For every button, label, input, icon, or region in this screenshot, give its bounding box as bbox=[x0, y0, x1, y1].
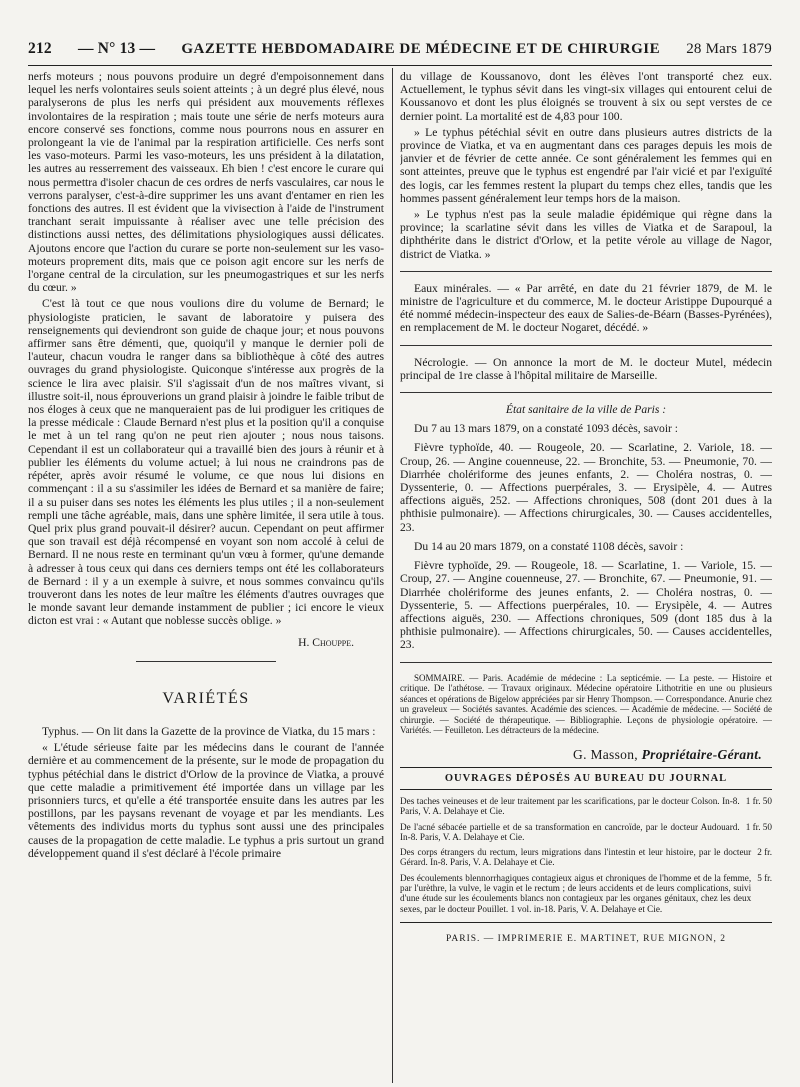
ouvrage-price: 5 fr. bbox=[757, 872, 772, 883]
article-paragraph: C'est là tout ce que nous voulions dire du volume de Bernard; le physiologiste praticien, le savant de laboratoire y puisera des renseignements qui deviendront son guide de chaque jour; et nous pouvons affirmer sans être démenti, que, quoiqu'il y manque le dernier poli de l'auteur, chacun voudra le ranger dans sa bibliothèque à côté des autres ouvrages du grand physiologiste. Quiconque s'intéresse aux progrès de la science le lira avec plaisir. S'il s'agissait d'un de nos maîtres vivant, si illustre soit-il, nous éprouverions un grand plaisir à joindre le faible tribut de nos éloges à ceux que ne manqueraient pas de lui prodiguer les critiques de la presse médicale : Claude Bernard n'est plus et la position qu'il a conquise le met à un tel rang qu'on ne peut rien ajouter ; nous nous taisons. Cependant il est un collaborateur qui a travaillé bien des jours à réunir et à publier les éléments du volume actuel; à lui nous ne craindrons pas de répéter, après avoir résumé le volume, ce que nous lui disions en commençant : il a su s'assimiler les idées de Bernard et sa manière de faire; il a su puiser dans ses notes les éléments les plus utiles ; il a non-seulement rempli une tâche agréable, mais, dans une sphère limitée, il sera utile à tous. Quel prix plus grand pouvait-il désirer? aucun. Cependant on peut affirmer que son travail est déjà récompensé en voyant son nom accolé à celui de Bernard. Il ne nous reste en terminant qu'un vœu à former, qu'une demande à adresser à tous ceux qui dans ces derniers temps ont été les collaborateurs de Bernard : il y a un exemple à suivre, et nous sommes convaincu qu'ils trouveront dans les notes de leur maître les éléments d'autres ouvrages que le monde savant leur demande instamment de publier ; ici encore le vieux dicton est vrai : « Autant que noblesse succès oblige. » bbox=[28, 297, 384, 628]
ouvrage-text: Des taches veineuses et de leur traitement par les scarifications, par le docteur Colson. In-8. Paris, V. A. Delahaye et Cie. bbox=[400, 795, 740, 817]
right-column bbox=[400, 70, 772, 1080]
ouvrage-text: Des corps étrangers du rectum, leurs migrations dans l'intestin et leur histoire, par le docteur Gérard. In-8. Paris, V. A. Delahaye et Cie. bbox=[400, 847, 752, 868]
ouvrage-item bbox=[400, 796, 772, 817]
ouvrage-item bbox=[400, 822, 772, 843]
typhus-continued: du village de Koussanovo, dont les élèves l'ont transporté chez eux. Actuellement, le typhus sévit dans les vingt-six villages qui entourent celui de Koussanovo et dont les plus éloignés se trouvent à six ou sept verstes de ce dernier point. La mortalité est de 4,83 pour 100. bbox=[400, 70, 772, 123]
ouvrage-price: 2 fr. bbox=[757, 847, 772, 858]
gerant-title: Propriétaire-Gérant. bbox=[641, 746, 762, 762]
issue-date: 28 Mars 1879 bbox=[686, 41, 772, 57]
typhus-paragraph-3: » Le typhus n'est pas la seule maladie épidémique qui règne dans la province; la scarlatine sévit dans les villes de Viatka et de Sarapoul, la diphthérite dans le district d'Orlow, et la petite vérole au village de Nagor, district de Viatka. » bbox=[400, 208, 772, 261]
journal-title: GAZETTE HEBDOMADAIRE DE MÉDECINE ET DE CHIRURGIE bbox=[181, 41, 661, 57]
eaux-minerales-note: Eaux minérales. — « Par arrêté, en date du 21 février 1879, de M. le ministre de l'agriculture et du commerce, M. le docteur Aristippe Dupourqué a été nommé médecin-inspecteur des eaux de Salies-de-Béarn (Basses-Pyrénées), en remplacement de M. le docteur Nogaret, décédé. » bbox=[400, 281, 772, 335]
ouvrages-heading: OUVRAGES DÉPOSÉS AU BUREAU DU JOURNAL bbox=[400, 767, 772, 790]
typhus-paragraph-2: » Le typhus pétéchial sévit en outre dans plusieurs autres districts de la province de Viatka, et va en augmentant dans ces parages depuis les mois de janvier et de février de cette année. Ce sont généralement les femmes qui en sont atteintes, preuve que le typhus est engendré par l'air vicié et par l'exiguïté des logis, car les femmes restent la plupart du temps chez elles, tandis que les hommes passent généralement leur temps hors de la maison. bbox=[400, 125, 772, 205]
necrologie-note: Nécrologie. — On annonce la mort de M. le docteur Mutel, médecin principal de 1re classe à l'hôpital militaire de Marseille. bbox=[400, 355, 772, 382]
section-divider bbox=[400, 392, 772, 393]
ouvrage-price: 1 fr. 50 bbox=[745, 821, 772, 832]
ouvrage-text: De l'acné sébacée partielle et de sa transformation en cancroïde, par le docteur Audouard. In-8. Paris, V. A. Delahaye et Cie. bbox=[400, 821, 740, 842]
ouvrage-item bbox=[400, 847, 772, 868]
week1-intro: Du 7 au 13 mars 1879, on a constaté 1093 décès, savoir : bbox=[414, 422, 679, 436]
week1-stats: Fièvre typhoïde, 40. — Rougeole, 20. — Scarlatine, 2. Variole, 18. — Croup, 26. — Angine couenneuse, 22. — Bronchite, 53. — Pneumonie, 70. — Diarrhée cholériforme des jeunes enfants, 2. — Choléra nostras, 0. — Dyssenterie, 0. — Affections puerpérales, 3. — Erysipèle, 4. — Autres affections aiguës, 252. — Affections chroniques, 508 (dont 201 dues à la phthisie pulmonaire). — Affections chirurgicales, 30. — Causes accidentelles, 23. bbox=[400, 441, 772, 534]
section-divider bbox=[400, 271, 772, 272]
gerant-name: G. Masson, bbox=[573, 746, 638, 762]
ouvrage-text: Des écoulements blennorrhagiques contagieux aigus et chroniques de l'homme et de la femme, par l'urèthre, la vulve, le vagin et le rectum ; de leurs accidents et de leurs complications, suivi d'une étude sur les écoulements blancs non contagieux par les organes génitaux, chez les deux sexes, par le docteur Pouillet. 1 vol. in-18. Paris, V. A. Delahaye et Cie. bbox=[400, 872, 752, 914]
section-divider bbox=[136, 661, 276, 662]
issue-number: — N° 13 — bbox=[77, 40, 156, 57]
ouvrage-price: 1 fr. 50 bbox=[745, 795, 772, 806]
week2-stats: Fièvre typhoïde, 29. — Rougeole, 18. — Scarlatine, 1. — Variole, 15. — Croup, 27. — Angine couenneuse, 27. — Bronchite, 67. — Pneumonie, 91. — Diarrhée cholériforme des jeunes enfants, 2. — Choléra nostras, 0. — Dyssenterie, 5. — Affections puerpérales, 10. — Erysipèle, 4. — Autres affections aiguës, 230. — Affections chroniques, 509 (dont 185 dus à la phthisie pulmonaire). — Affections chirurgicales, 50. — Causes accidentelles, 23. bbox=[400, 559, 772, 652]
page-header bbox=[28, 40, 772, 62]
typhus-intro: Typhus. — On lit dans la Gazette de la province de Viatka, du 15 mars : bbox=[42, 724, 376, 738]
section-divider bbox=[400, 662, 772, 663]
etat-sanitaire-heading: État sanitaire de la ville de Paris : bbox=[505, 403, 667, 417]
varietes-heading: VARIÉTÉS bbox=[162, 689, 250, 707]
section-divider bbox=[400, 345, 772, 346]
gerant-line bbox=[400, 748, 762, 761]
week2-intro: Du 14 au 20 mars 1879, on a constaté 1108 décès, savoir : bbox=[414, 539, 684, 553]
author-signature: H. Chouppe. bbox=[298, 635, 354, 649]
column-divider bbox=[392, 68, 393, 1083]
typhus-paragraph: « L'étude sérieuse faite par les médecins dans le courant de l'année dernière et au commencement de la présente, sur le mode de propagation du typhus pétéchial dans le district d'Orlow de la province de Viatka, a prouvé que cette maladie a primitivement été importée dans un village par les prisonniers turcs, et qu'elle a été transportée ensuite dans les autres par les postillons, par les paysans revenant de voyage et par les mendiants. Les vêtements des individus morts du typhus sont aussi une des principales causes de la propagation de cette maladie. Le typhus a pris surtout un grand développement quand il s'est déclaré à l'école primaire bbox=[28, 741, 384, 860]
printer-imprint: PARIS. — IMPRIMERIE E. MARTINET, RUE MIGNON, 2 bbox=[400, 922, 772, 946]
header-rule bbox=[28, 65, 772, 66]
left-column bbox=[28, 70, 384, 1080]
sommaire: SOMMAIRE. — Paris. Académie de médecine : La septicémie. — La peste. — Histoire et critique. De l'athétose. — Travaux originaux. Médecine opératoire Lithotritie en une ou plusieurs séances et opérations de Bigelow appréciées par sir Henry Thompson. — Correspondance. Anurie chez un graveleux — Sociétés savantes. Académie des sciences. — Académie de médecine. — Société de chirurgie. — Société de thérapeutique. — Bibliographie. Leçons de physiologie opératoire. — Variétés. — Feuilleton. Les détracteurs de la médecine. bbox=[400, 672, 772, 736]
article-paragraph: nerfs moteurs ; nous pouvons produire un degré d'empoisonnement dans lequel les nerfs volontaires seuls soient atteints ; à un degré plus élevé, nous paralyserons de plus les nerfs qui président aux mouvements réflexes involontaires de la respiration ; mais toute une série de nerfs moteurs aura encore conservé ses fonctions, comme nous pourrons nous en assurer en prolongeant la vie de l'animal par la respiration artificielle. Ces nerfs sont les vaso-moteurs. Parmi les vaso-moteurs, les uns président à la dilatation, les autres au resserrement des vaisseaux. Eh bien ! c'est encore le curare qui nous permettra d'isoler chacun de ces ordres de nerfs vasculaires, car nous le verrons paralyser, c'est-à-dire supprimer les uns avant d'entamer en rien les fonctions des autres. Il est évident que la vivisection à l'aide de l'instrument tranchant serait impuissante à réaliser avec une telle précision des distinctions aussi nettes, des délimitations physiologiques aussi délicates. Ajoutons encore que l'action du curare se porte non-seulement sur les vaso-moteurs proprement dits, mais que ce poison agit encore sur les nerfs de l'organe central de la circulation, sur les pneumogastriques et sur les nerfs du cœur. » bbox=[28, 70, 384, 295]
ouvrage-item bbox=[400, 873, 772, 914]
page-number: 212 bbox=[28, 40, 52, 57]
